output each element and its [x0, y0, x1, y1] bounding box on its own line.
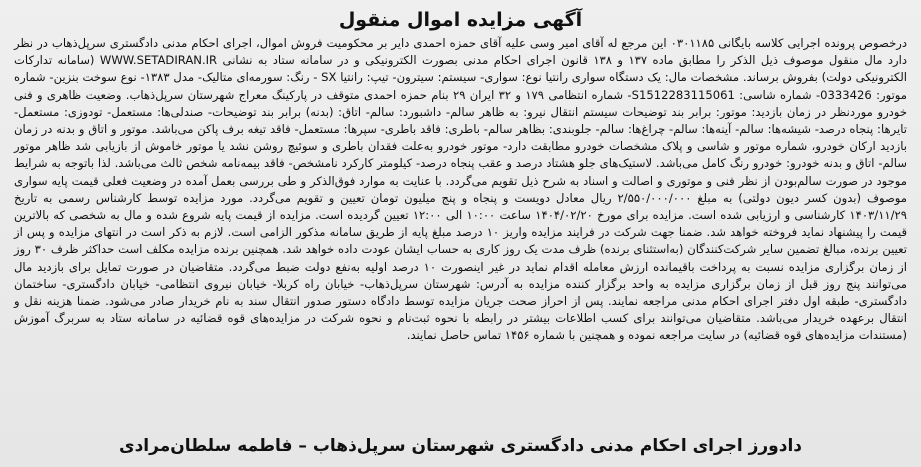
notice-signature: دادورز اجرای احکام مدنی دادگستری شهرستان سرپل‌ذهاب – فاطمه سلطان‌مرادی: [118, 436, 802, 456]
notice-paragraph: درخصوص پرونده اجرایی کلاسه بایگانی ۰۳۰۱۱۸۵ این مرجع له آقای امیر وسی علیه آقای حمزه احمدی دایر بر محکومیت فروش اموال، اجرای احکام مدنی دادگستری سرپل‌ذهاب در نظر دارد مال منقول موصوف ذیل الذکر را مطابق ماده ۱۳۷ و ۱۳۸ قانون اجرای احکام مدنی بصورت الکترونیکی و در سامانه ستاد به نشانی WWW.SETADIRAN.IR (سامانه تدارکات الکترونیکی دولت) بفروش برساند. مشخصات مال: یک دستگاه سواری رانتیا نوع: سواری- سیستم: سیترون- تیپ: رانتیا SX - رنگ: سورمه‌ای متالیک- مدل ۱۳۸۳- نوع سوخت بنزین- شماره موتور: 0333426- شماره شاسی: S1512283115061- شماره انتظامی ۱۷۹ و ۳۲ ایران ۲۹ بنام حمزه احمدی متوقف در پارکینگ معراج شهرستان سرپل‌ذهاب. وضعیت ظاهری و فنی خودرو موردنظر در زمان بازدید: موتور: برابر بند توضیحات سیستم انتقال نیرو: به ظاهر سالم- داشبورد: سالم- اتاق: (بدنه) برابر بند توضیحات- صندلی‌ها: مستعمل- تودوزی: مستعمل- تایرها: پنجاه درصد- شیشه‌ها: سالم- آینه‌ها: سالم- چراغ‌ها: سالم- جلوبندی: بظاهر سالم- باطری: فاقد باطری- سپرها: مستعمل- فاقد تیغه برف پاکن می‌باشد. موتور و اتاق و بدنه در زمان بازدید ارکان خودرو، شماره موتور و شاسی و پلاک مشخصات خودرو مطابقت دارد- موتور خودرو به‌علت فقدان باطری و سوئیچ روشن نشد یا موتور خاموش از بازیابی شد ظاهر موتور سالم- اتاق و بدنه خودرو: خودرو رنگ کامل می‌باشد. لاستیک‌های جلو هشتاد درصد و عقب پنجاه درصد- کیلومتر کارکرد نامشخص- فاقد بیمه‌نامه شخص ثالث می‌باشد. لذا باتوجه به شرایط موجود در صورت سالم‌بودن از نظر فنی و موتوری و اصالت و اسناد به شرح ذیل تقویم می‌گردد. با عنایت به موارد فوق‌الذکر و طی بررسی بعمل آمده در وضعیت فعلی قیمت پایه سواری موصوف (بدون کسر دیون دولتی) به مبلغ ۲/۵۵۰/۰۰۰/۰۰۰ ریال معادل دویست و پنجاه و پنج میلیون تومان تعیین و تقویم می‌گردد. مورد مزایده توسط کارشناس رسمی به تاریخ ۱۴۰۳/۱۱/۲۹ کارشناسی و ارزیابی شده است. مزایده برای مورخ ۱۴۰۴/۰۲/۲۰ ساعت ۱۰:۰۰ الی ۱۲:۰۰ تعیین گردیده است. مزایده از قیمت پایه شروع شده و مال به شخصی که بالاترین قیمت را پیشنهاد نماید فروخته خواهد شد. ضمنا جهت شرکت در فرایند مزایده واریز ۱۰ درصد مبلغ پایه از طریق سامانه مذکور الزامی است. لازم به ذکر است در انتهای مزایده و پس از تعیین برنده، مبالغ تضمین سایر شرکت‌کنندگان (به‌استثنای برنده) ظرف مدت یک روز کاری به حساب ایشان عودت داده خواهد شد. همچنین برنده مزایده مکلف است حداکثر ظرف ۳۰ روز از زمان برگزاری مزایده نسبت به پرداخت باقیمانده ارزش معامله اقدام نماید در غیر اینصورت ۱۰ درصد اولیه به‌نفع دولت ضبط می‌گردد. متقاضیان در صورت تمایل برای بازدید مال می‌توانند پنج روز قبل از زمان برگزاری مزایده به واحد برگزار کننده مزایده به آدرس: شهرستان سرپل‌ذهاب- خیابان راه کربلا- خیابان نیروی انتظامی- خیابان دادگستری- ساختمان دادگستری- طبقه اول دفتر اجرای احکام مدنی مراجعه نمایند. پس از احراز صحت جریان مزایده توسط دادگاه دستور صدور انتقال سند به نام خریدار صادر می‌شود. ضمنا هزینه نقل و انتقال برعهده خریدار می‌باشد. متقاضیان می‌توانند برای کسب اطلاعات بیشتر در رابطه با نحوه ثبت‌نام و نحوه شرکت در مزایده‌های قوه قضائیه در سامانه ستاد به سربرگ آموزش (مستندات مزایده‌های قوه قضائیه) در سایت مراجعه نموده و همچنین با شماره ۱۴۵۶ تماس حاصل نمایند.: [14, 36, 908, 343]
notice-title: آگهی مزایده اموال منقول: [338, 9, 583, 31]
notice-body: [14, 35, 907, 345]
